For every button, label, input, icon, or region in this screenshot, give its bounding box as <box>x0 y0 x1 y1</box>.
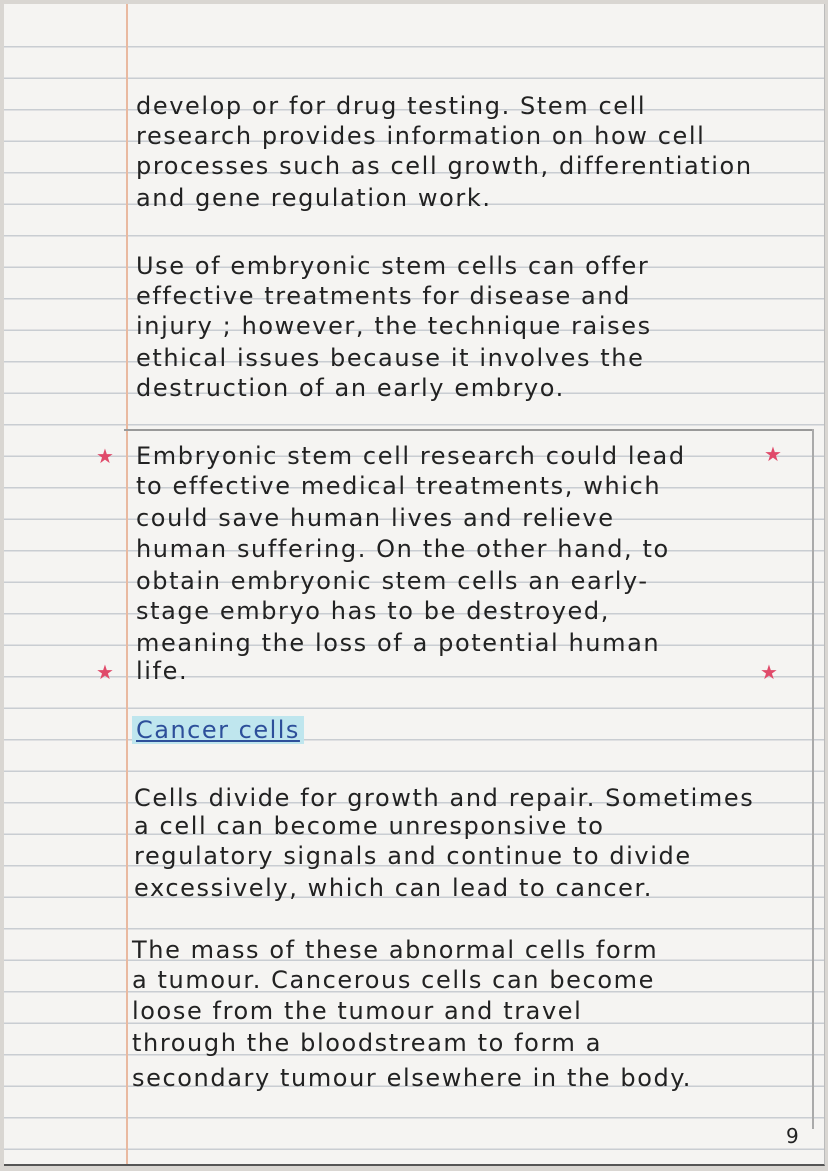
text-line: human suffering. On the other hand, to <box>136 535 670 563</box>
text-line: and gene regulation work. <box>136 184 492 212</box>
text-line: life. <box>136 657 189 685</box>
text-line: loose from the tumour and travel <box>132 997 583 1025</box>
text-line: through the bloodstream to form a <box>132 1029 602 1057</box>
text-line: to effective medical treatments, which <box>136 472 662 500</box>
star-icon: ★ <box>96 444 114 468</box>
text-line: processes such as cell growth, differentiation <box>136 152 753 180</box>
text-line: research provides information on how cell <box>136 122 706 150</box>
margin-line <box>126 4 128 1164</box>
text-line: secondary tumour elsewhere in the body. <box>132 1064 692 1092</box>
text-line: meaning the loss of a potential human <box>136 629 661 657</box>
text-line: stage embryo has to be destroyed, <box>136 597 610 625</box>
box-top-border <box>124 429 814 431</box>
text-line: regulatory signals and continue to divide <box>134 842 692 870</box>
text-line: excessively, which can lead to cancer. <box>134 874 654 902</box>
star-icon: ★ <box>764 442 782 466</box>
star-icon: ★ <box>760 660 778 684</box>
text-line: The mass of these abnormal cells form <box>132 936 659 964</box>
section-heading: Cancer cells <box>132 716 304 744</box>
text-line: injury ; however, the technique raises <box>136 312 652 340</box>
page-number: 9 <box>786 1124 799 1148</box>
star-icon: ★ <box>96 660 114 684</box>
text-line: a tumour. Cancerous cells can become <box>132 966 655 994</box>
text-line: could save human lives and relieve <box>136 504 615 532</box>
box-right-border <box>812 429 814 1129</box>
text-line: destruction of an early embryo. <box>136 374 565 402</box>
text-line: Cells divide for growth and repair. Sometimes <box>134 784 755 812</box>
text-line: Use of embryonic stem cells can offer <box>136 252 650 280</box>
text-line: a cell can become unresponsive to <box>134 812 605 840</box>
text-line: develop or for drug testing. Stem cell <box>136 92 647 120</box>
text-line: ethical issues because it involves the <box>136 344 645 372</box>
notebook-page <box>4 4 825 1166</box>
text-line: Embryonic stem cell research could lead <box>136 442 686 470</box>
text-line: obtain embryonic stem cells an early- <box>136 567 649 595</box>
text-line: effective treatments for disease and <box>136 282 631 310</box>
